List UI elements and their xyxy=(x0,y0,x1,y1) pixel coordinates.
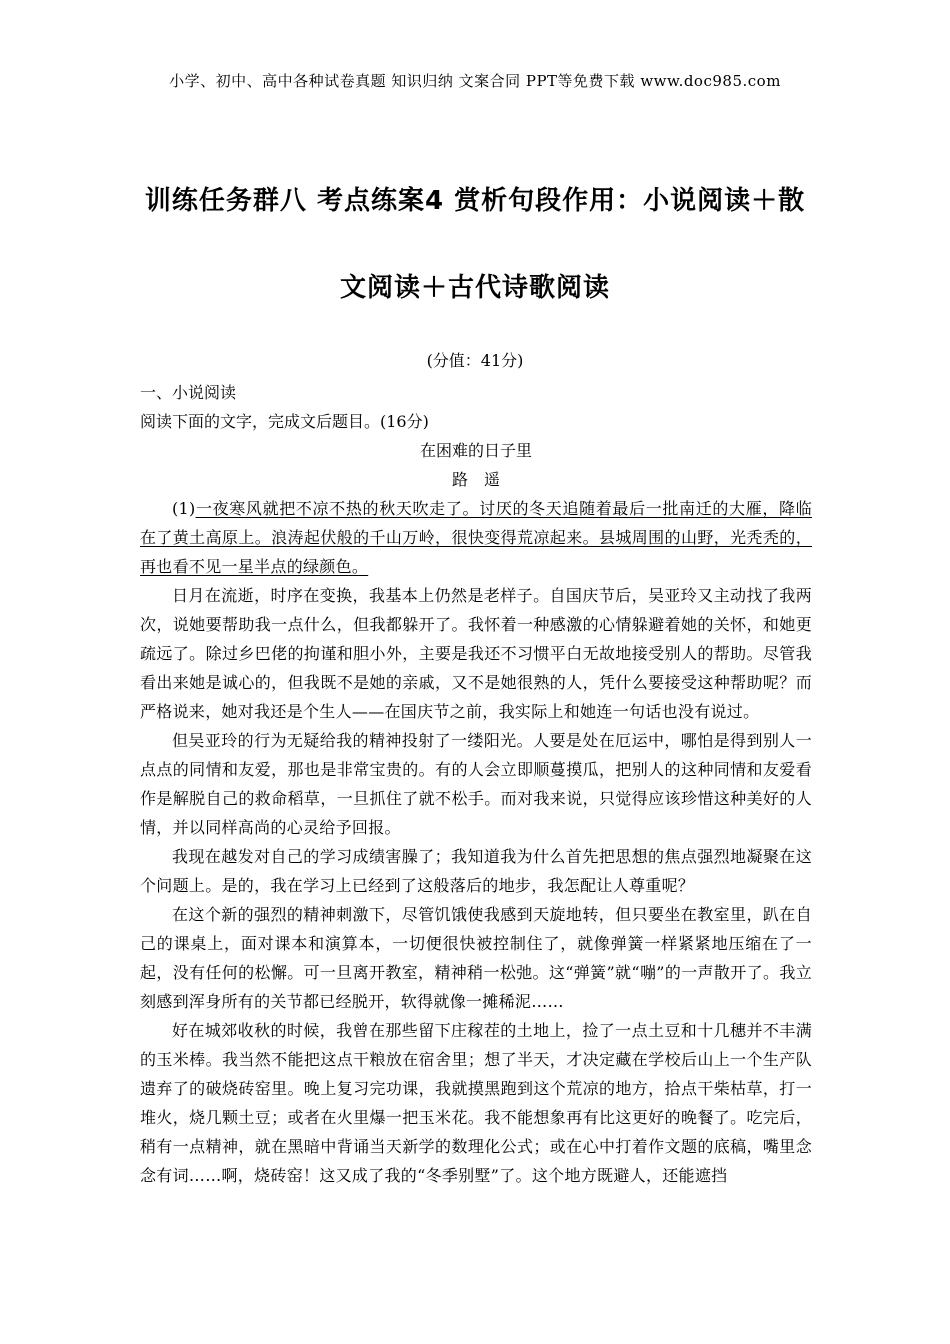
score-note: (分值：41分) xyxy=(426,351,524,370)
paragraph-1 xyxy=(140,494,812,581)
document-body xyxy=(140,378,812,1190)
story-title: 在困难的日子里 xyxy=(419,441,532,460)
story-author: 路 遥 xyxy=(451,470,500,489)
page-title-line-2: 文阅读＋古代诗歌阅读 xyxy=(339,273,610,303)
paragraph-2: 日月在流逝，时序在变换，我基本上仍然是老样子。自国庆节后，吴亚玲又主动找了我两次，说她要帮助我一点什么，但我都躲开了。我怀着一种感激的心情躲避着她的关怀，和她更疏远了。除过乡巴佬的拘谨和胆小外，主要是我还不习惯平白无故地接受别人的帮助。尽管我看出来她是诚心的，但我既不是她的亲戚，又不是她很熟的人，凭什么要接受这种帮助呢？而严格说来，她对我还是个生人——在国庆节之前，我实际上和她连一句话也没有说过。 xyxy=(140,586,812,721)
page-header: 小学、初中、高中各种试卷真题 知识归纳 文案合同 PPT等免费下载 www.doc985.com xyxy=(169,72,781,90)
underlined-passage: 一夜寒风就把不凉不热的秋天吹走了。讨厌的冬天追随着最后一批南迁的大雁，降临在了黄土高原上。浪涛起伏般的千山万岭，很快变得荒凉起来。县城周围的山野，光秃秃的，再也看不见一星半点的绿颜色。 xyxy=(140,499,812,576)
paragraph-5: 在这个新的强烈的精神刺激下，尽管饥饿使我感到天旋地转，但只要坐在教室里，趴在自己的课桌上，面对课本和演算本，一切便很快被控制住了，就像弹簧一样紧紧地压缩在了一起，没有任何的松懈。可一旦离开教室，精神稍一松弛。这“弹簧”就“嘣”的一声散开了。我立刻感到浑身所有的关节都已经脱开，软得就像一摊稀泥…… xyxy=(140,905,812,1011)
paragraph-6: 好在城郊收秋的时候，我曾在那些留下庄稼茬的土地上，捡了一点土豆和十几穗并不丰满的玉米棒。我当然不能把这点干粮放在宿舍里；想了半天，才决定藏在学校后山上一个生产队遗弃了的破烧砖窑里。晚上复习完功课，我就摸黑跑到这个荒凉的地方，拾点干柴枯草，打一堆火，烧几颗土豆；或者在火里爆一把玉米花。我不能想象再有比这更好的晚餐了。吃完后，稍有一点精神，就在黑暗中背诵当天新学的数理化公式；或在心中打着作文题的底稿，嘴里念念有词……啊，烧砖窑！这又成了我的“冬季别墅”了。这个地方既避人，还能遮挡 xyxy=(140,1021,812,1185)
page-title-line-1: 训练任务群八 考点练案4 赏析句段作用：小说阅读＋散 xyxy=(144,186,806,216)
instruction-text: 阅读下面的文字，完成文后题目。(16分) xyxy=(140,412,429,431)
paragraph-4: 我现在越发对自己的学习成绩害臊了；我知道我为什么首先把思想的焦点强烈地凝聚在这个问题上。是的，我在学习上已经到了这般落后的地步，我怎配让人尊重呢？ xyxy=(140,847,812,895)
paragraph-3: 但吴亚玲的行为无疑给我的精神投射了一缕阳光。人要是处在厄运中，哪怕是得到别人一点点的同情和友爱，那也是非常宝贵的。有的人会立即顺蔓摸瓜，把别人的这种同情和友爱看作是解脱自己的救命稻草，一旦抓住了就不松手。而对我来说，只觉得应该珍惜这种美好的人情，并以同样高尚的心灵给予回报。 xyxy=(140,731,812,837)
paragraph-number: (1) xyxy=(172,499,196,518)
section-heading: 一、小说阅读 xyxy=(140,383,237,402)
